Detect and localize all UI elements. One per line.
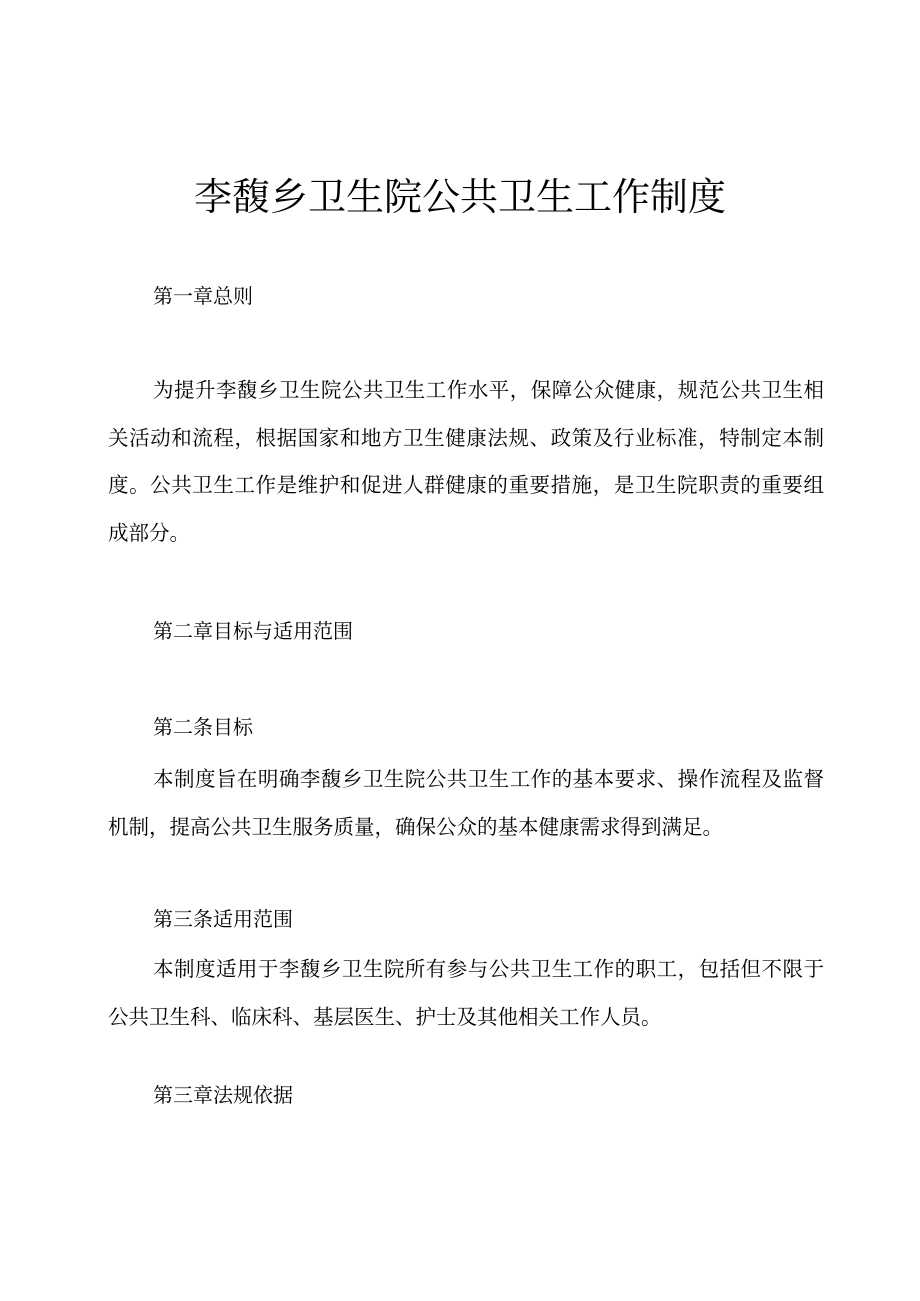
article-2-paragraph: 本制度旨在明确李馥乡卫生院公共卫生工作的基本要求、操作流程及监督机制，提高公共卫生服务质量，确保公众的基本健康需求得到满足。 <box>108 767 824 839</box>
chapter-1-heading: 第一章总则 <box>153 284 253 308</box>
document-title: 李馥乡卫生院公共卫生工作制度 <box>193 175 726 219</box>
chapter-2-heading: 第二章目标与适用范围 <box>153 619 353 643</box>
article-2-heading: 第二条目标 <box>153 715 253 739</box>
chapter-3-heading: 第三章法规依据 <box>153 1083 293 1107</box>
article-3-heading: 第三条适用范围 <box>153 907 293 931</box>
chapter-1-paragraph: 为提升李馥乡卫生院公共卫生工作水平，保障公众健康，规范公共卫生相关活动和流程，根据国家和地方卫生健康法规、政策及行业标准，特制定本制度。公共卫生工作是维护和促进人群健康的重要措施，是卫生院职责的重要组成部分。 <box>108 378 824 545</box>
article-3-paragraph: 本制度适用于李馥乡卫生院所有参与公共卫生工作的职工，包括但不限于公共卫生科、临床科、基层医生、护士及其他相关工作人员。 <box>108 957 824 1029</box>
